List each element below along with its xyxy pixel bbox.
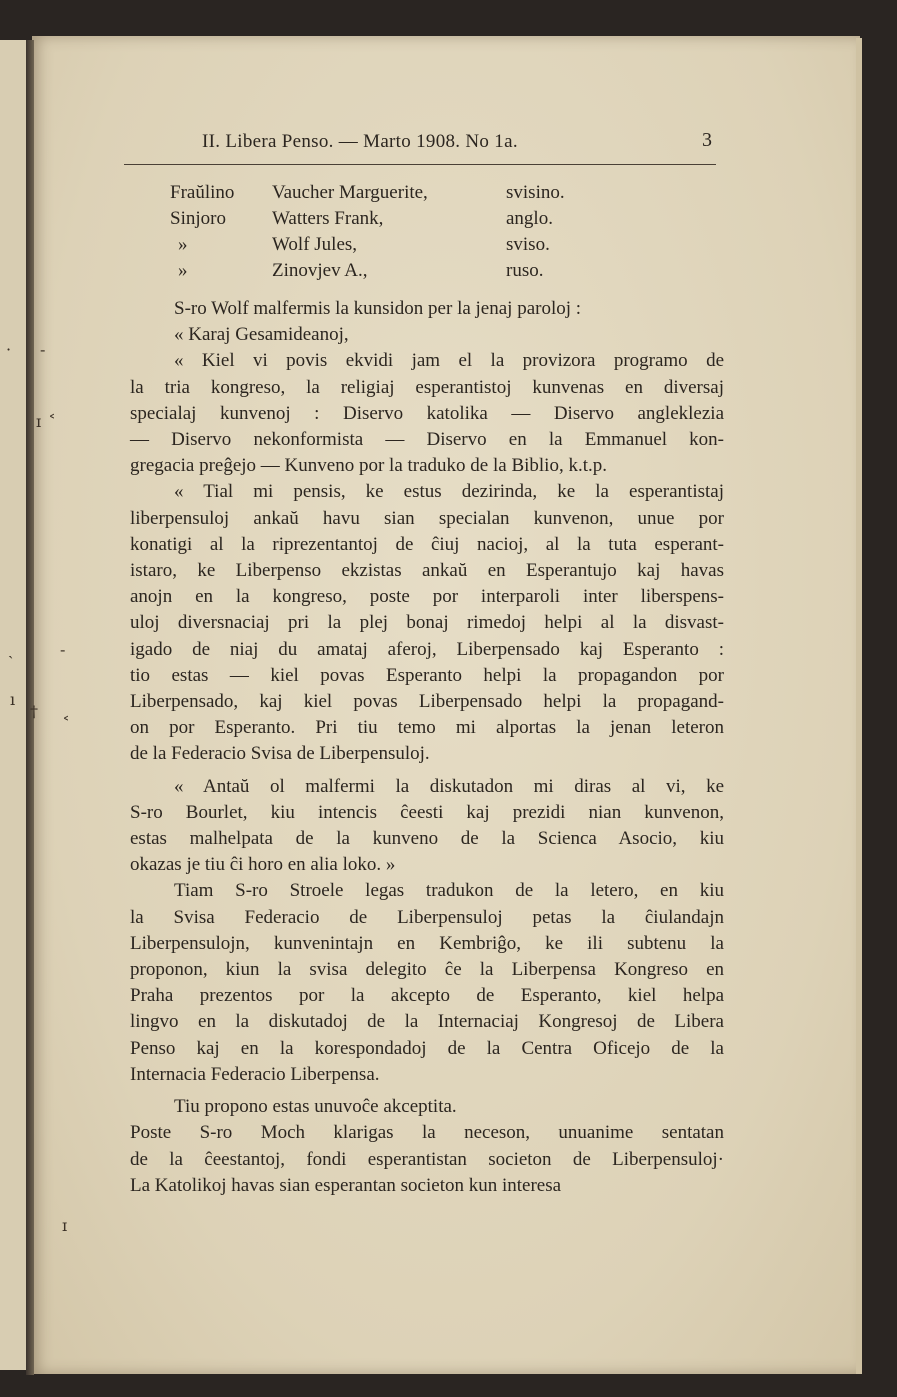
text-line: la Svisa Federacio de Liberpensuloj petas la ĉiulandajn <box>130 906 724 928</box>
margin-mark: - <box>60 640 66 659</box>
text-line: uloj diversnaciaj pri la plej bonaj rimedoj helpi al la disvast- <box>130 612 724 634</box>
text-line: Tiam S-ro Stroele legas tradukon de la letero, en kiu <box>174 880 724 902</box>
text-line: S-ro Wolf malfermis la kunsidon per la jenaj paroloj : <box>174 298 582 319</box>
text-line: Penso kaj en la korespondadoj de la Centra Oficejo de la <box>130 1037 724 1059</box>
margin-mark: ɪ <box>36 412 42 431</box>
paragraph <box>130 1120 724 1199</box>
text-line: Tiu propono estas unuvoĉe akceptita. <box>174 1096 457 1118</box>
attendee-nationality: sviso. <box>506 234 550 255</box>
attendee-title: » <box>178 260 188 281</box>
text-line: okazas je tiu ĉi horo en alia loko. » <box>130 854 396 876</box>
text-line: la tria kongreso, la religiaj esperantistoj kunvenas en diversaj <box>130 376 724 398</box>
text-line: « Kiel vi povis ekvidi jam el la provizora programo de <box>174 350 724 372</box>
attendee-nationality: svisino. <box>506 182 565 203</box>
text-line: Praha prezentos por la akcepto de Esperanto, kiel helpa <box>130 985 724 1007</box>
text-line: de la Federacio Svisa de Liberpensuloj. <box>130 743 430 765</box>
text-line: tio estas — kiel povas Esperanto helpi la propagandon por <box>130 664 724 686</box>
margin-mark: ˎ <box>8 640 14 659</box>
attendee-name: Vaucher Marguerite, <box>272 182 428 203</box>
margin-mark: † <box>30 702 38 721</box>
text-line: proponon, kiun la svisa delegito ĉe la Liberpensa Kongreso en <box>130 959 724 981</box>
text-line: igado de niaj du amataj aferoj, Liberpensado kaj Esperanto : <box>130 638 724 660</box>
text-line: specialaj kunvenoj : Diservo katolika — Diservo angleklezia <box>130 402 724 424</box>
margin-mark: ˂ <box>62 714 70 733</box>
margin-mark: · <box>6 340 12 359</box>
attendee-row <box>170 258 590 284</box>
text-line: istaro, ke Liberpenso ekzistas ankaŭ en Esperantujo kaj havas <box>130 560 724 582</box>
page-number: 3 <box>702 129 712 151</box>
text-line: Liberpensulojn, kunvenintajn en Kembriĝo, ke ili subtenu la <box>130 932 724 954</box>
running-header <box>124 128 716 162</box>
text-line: Poste S-ro Moch klarigas la neceson, unuanime sentatan <box>130 1122 724 1144</box>
text-line: Internacia Federacio Liberpensa. <box>130 1063 380 1085</box>
attendee-name: Wolf Jules, <box>272 234 358 255</box>
attendee-row <box>170 206 590 232</box>
margin-mark: ˂ <box>48 412 56 431</box>
attendee-row <box>170 232 590 258</box>
paragraph <box>130 322 724 348</box>
attendee-row <box>170 180 590 206</box>
text-line: « Antaŭ ol malfermi la diskutadon mi diras al vi, ke <box>174 775 724 797</box>
attendee-title: Sinjoro <box>170 208 226 229</box>
text-line: « Tial mi pensis, ke estus dezirinda, ke la esperantistaj <box>174 481 724 503</box>
attendee-title: Fraŭlino <box>170 182 235 203</box>
attendee-name: Watters Frank, <box>272 208 384 229</box>
running-title: II. Libera Penso. — Marto 1908. No 1a. <box>202 131 518 152</box>
text-line: de la ĉeestantoj, fondi esperantistan societon de Liberpensuloj· <box>130 1148 724 1170</box>
text-line: — Diservo nekonformista — Diservo en la Emmanuel kon- <box>130 429 724 451</box>
margin-mark: ı <box>10 690 16 709</box>
attendee-title: » <box>178 234 188 255</box>
header-rule <box>124 164 716 165</box>
text-line: La Katolikoj havas sian esperantan societon kun interesa <box>130 1174 562 1196</box>
paragraph <box>130 479 724 767</box>
paragraph <box>130 1094 724 1120</box>
text-line: « Karaj Gesamideanoj, <box>174 324 349 346</box>
text-line: on por Esperanto. Pri tiu temo mi alportas la jenan leteron <box>130 717 724 739</box>
attendee-name: Zinovjev A., <box>272 260 368 281</box>
text-line: konatigi al la riprezentantoj de ĉiuj nacioj, al la tuta esperant- <box>130 533 724 555</box>
text-line: Liberpensado, kaj kiel povas Liberpensado helpi la propagand- <box>130 691 724 713</box>
body-text <box>130 296 724 1199</box>
paragraph <box>130 878 724 1088</box>
text-line: gregacia preĝejo — Kunveno por la traduko de la Biblio, k.t.p. <box>130 455 607 477</box>
attendee-list <box>170 180 590 284</box>
text-line: anojn en la kongreso, poste por interparoli inter liberspens- <box>130 586 724 608</box>
page-edge <box>856 38 862 1374</box>
text-line: estas malhelpata de la kunveno de la Scienca Asocio, kiu <box>130 828 724 850</box>
margin-mark: ɪ <box>62 1216 68 1235</box>
paragraph <box>130 296 724 322</box>
paragraph <box>130 348 724 479</box>
paragraph <box>130 774 724 879</box>
text-line: lingvo en la diskutadoj de la Internaciaj Kongresoj de Libera <box>130 1011 724 1033</box>
text-line: liberpensuloj ankaŭ havu sian specialan kunvenon, unue por <box>130 507 724 529</box>
margin-mark: - <box>40 340 46 359</box>
attendee-nationality: ruso. <box>506 260 544 281</box>
text-line: S-ro Bourlet, kiu intencis ĉeesti kaj prezidi nian kunvenon, <box>130 801 724 823</box>
attendee-nationality: anglo. <box>506 208 553 229</box>
